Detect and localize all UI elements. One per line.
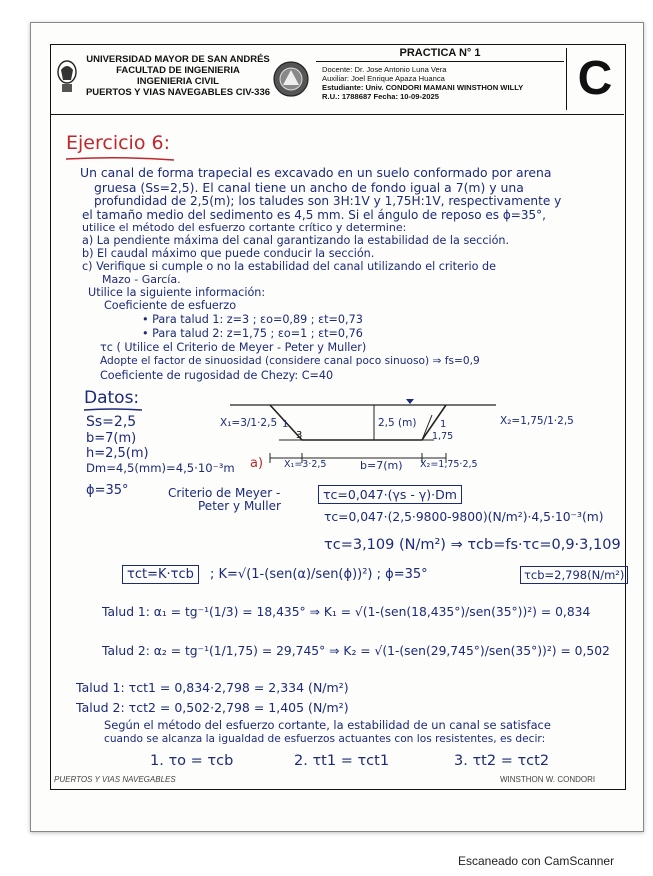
tau-cb-result: τcb=2,798(N/m²) <box>520 566 628 584</box>
statement-line: Mazo - García. <box>102 273 181 286</box>
statement-line: • Para talud 2: z=1,75 ; εo=1 ; εt=0,76 <box>142 327 363 340</box>
statement-line: Coeficiente de rugosidad de Chezy: C=40 <box>100 369 334 382</box>
dato-b: b=7(m) <box>86 431 137 446</box>
diagram-talud2-v: 1 <box>440 419 447 430</box>
talud2-k: Talud 2: α₂ = tg⁻¹(1/1,75) = 29,745° ⇒ K₂ = √(1-(sen(29,745°)/sen(35°))²) = 0,502 <box>102 644 610 658</box>
scanner-watermark: Escaneado con CamScanner <box>458 854 615 868</box>
statement-line: utilice el método del esfuerzo cortante crítico y determine: <box>82 221 407 234</box>
datos-underline <box>82 407 144 413</box>
tau-ct-formula: τct=K·τcb <box>122 565 199 584</box>
diagram-bottom-x1: X₁=3·2,5 <box>284 459 327 470</box>
tau-ct1: Talud 1: τct1 = 0,834·2,798 = 2,334 (N/m²) <box>76 680 349 695</box>
faculty-logo-icon <box>272 60 310 98</box>
statement-line: c) Verifique si cumple o no la estabilidad del canal utilizando el criterio de <box>82 260 496 273</box>
diagram-talud1-h: 3 <box>296 430 303 441</box>
k-definition: ; K=√(1-(sen(α)/sen(ϕ))²) ; ϕ=35° <box>210 567 428 582</box>
condition-2: 2. τt1 = τct1 <box>294 753 390 769</box>
diagram-height-label: 2,5 (m) <box>378 417 417 429</box>
group-letter: C <box>566 48 623 110</box>
tau-c-result: τc=3,109 (N/m²) ⇒ τcb=fs·τc=0,9·3,109 <box>324 537 621 553</box>
statement-line: b) El caudal máximo que puede conducir la sección. <box>82 247 375 260</box>
statement-line: Un canal de forma trapecial es excavado en un suelo conformado por arena <box>80 165 552 180</box>
criterio-line: Criterio de Meyer - <box>168 486 281 500</box>
datos-title: Datos: <box>84 388 140 408</box>
diagram-talud1-v: 1 <box>282 419 289 430</box>
diagram-bottom-x2: X₂=1,75·2,5 <box>420 459 478 470</box>
statement-line: • Para talud 1: z=3 ; εo=0,89 ; εt=0,73 <box>142 313 363 326</box>
university-seal-icon <box>56 56 78 96</box>
statement-line: Adopte el factor de sinuosidad (considere canal poco sinuoso) ⇒ fs=0,9 <box>100 355 480 367</box>
talud1-k: Talud 1: α₁ = tg⁻¹(1/3) = 18,435° ⇒ K₁ = √(1-(sen(18,435°)/sen(35°))²) = 0,834 <box>102 605 591 619</box>
statement-line: a) La pendiente máxima del canal garantizando la estabilidad de la sección. <box>82 234 510 247</box>
conclusion-line: Según el método del esfuerzo cortante, la estabilidad de un canal se satisface <box>104 718 551 732</box>
practice-title: PRACTICA N° 1 <box>316 47 564 62</box>
tau-c-substitution: τc=0,047·(2,5·9800-9800)(N/m²)·4,5·10⁻³(m) <box>324 510 604 524</box>
statement-line: Utilice la siguiente información: <box>88 286 266 299</box>
dato-h: h=2,5(m) <box>86 446 149 461</box>
diagram-x2-label: X₂=1,75/1·2,5 <box>500 415 574 427</box>
university-block <box>78 54 278 98</box>
university-name: UNIVERSIDAD MAYOR DE SAN ANDRÉS <box>86 54 270 65</box>
tau-c-formula: τc=0,047·(γs - γ)·Dm <box>318 485 462 504</box>
conclusion-line: cuando se alcanza la igualdad de esfuerzos actuantes con los resistentes, es decir: <box>104 733 546 745</box>
auxiliar-line: Auxiliar: Joel Enrique Apaza Huanca <box>322 74 445 83</box>
statement-line: Coeficiente de esfuerzo <box>104 299 237 312</box>
diagram-x1-label: X₁=3/1·2,5 <box>220 417 278 429</box>
diagram-bottom-b: b=7(m) <box>360 459 403 472</box>
statement-line: profundidad de 2,5(m); los taludes son 3H:1V y 1,75H:1V, respectivamente y <box>94 194 562 208</box>
condition-1: 1. τo = τcb <box>150 753 234 769</box>
dato-phi: ϕ=35° <box>86 483 129 498</box>
diagram-talud2-h: 1,75 <box>432 431 454 442</box>
dato-dm: Dm=4,5(mm)=4,5·10⁻³m <box>86 461 235 475</box>
statement-line: el tamaño medio del sedimento es 4,5 mm. Si el ángulo de reposo es ϕ=35°, <box>82 208 546 222</box>
statement-line: τc ( Utilice el Criterio de Meyer - Peter y Muller) <box>100 341 367 354</box>
faculty-name: FACULTAD DE INGENIERIA <box>116 65 240 76</box>
dato-ss: Ss=2,5 <box>86 414 137 430</box>
part-a-label: a) <box>250 456 264 471</box>
condition-3: 3. τt2 = τct2 <box>454 753 550 769</box>
ru-date-line: R.U.: 1788687 Fecha: 10-09-2025 <box>322 92 439 101</box>
criterio-line: Peter y Muller <box>198 499 281 513</box>
docente-line: Docente: Dr. Jose Antonio Luna Vera <box>322 65 447 74</box>
tau-ct2: Talud 2: τct2 = 0,502·2,798 = 1,405 (N/m²) <box>76 700 349 715</box>
footer-author: WINSTHON W. CONDORI <box>500 775 596 784</box>
career-name: INGENIERIA CIVIL <box>137 76 219 87</box>
exercise-title: Ejercicio 6: <box>66 132 170 154</box>
practice-info <box>322 65 523 101</box>
footer-course: PUERTOS Y VIAS NAVEGABLES <box>54 775 176 784</box>
title-underline <box>64 156 176 162</box>
statement-line: gruesa (Ss=2,5). El canal tiene un ancho de fondo igual a 7(m) y una <box>94 180 524 195</box>
course-name: PUERTOS Y VIAS NAVEGABLES CIV-336 <box>85 87 271 98</box>
student-line: Estudiante: Univ. CONDORI MAMANI WINSTHON WILLY <box>322 83 524 92</box>
